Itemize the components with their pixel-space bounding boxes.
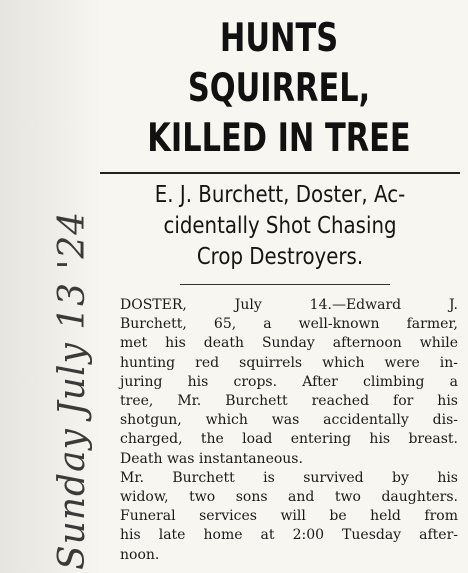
article-subheadline (123, 180, 436, 273)
article-body (120, 296, 458, 565)
body-line: Funeral services will be held from (120, 508, 458, 525)
body-line: Death was instantaneous. (120, 450, 303, 467)
subhead-rule (180, 284, 390, 285)
body-line: Burchett, 65, a well-known farmer, (120, 316, 458, 333)
body-line: widow, two sons and two daughters. (120, 489, 458, 506)
body-line: Mr. Burchett is survived by his (120, 469, 458, 486)
body-line: hunting red squirrels which were in- (120, 354, 458, 371)
body-line: noon. (120, 546, 160, 563)
body-line: charged, the load entering his breast. (120, 431, 458, 448)
body-line: juring his crops. After climbing a (120, 373, 458, 390)
subhead-line-2: cidentally Shot Chasing (163, 213, 397, 239)
body-line: met his death Sunday afternoon while (120, 335, 458, 352)
body-line: his late home at 2:00 Tuesday after- (120, 527, 458, 544)
subhead-line-3: Crop Destroyers. (196, 244, 364, 270)
body-line: DOSTER, July 14.—Edward J. (120, 297, 458, 313)
headline-rule (100, 172, 460, 174)
headline-line-1: HUNTS SQUIRREL, (187, 16, 371, 111)
headline-line-2: KILLED IN TREE (147, 116, 411, 161)
body-line: tree, Mr. Burchett reached for his (120, 393, 458, 410)
handwritten-date-note: Sunday July 13 '24 (52, 210, 93, 570)
subhead-line-1: E. J. Burchett, Doster, Ac- (154, 182, 406, 208)
body-line: shotgun, which was accidentally dis- (120, 412, 458, 429)
article-headline (139, 14, 418, 164)
